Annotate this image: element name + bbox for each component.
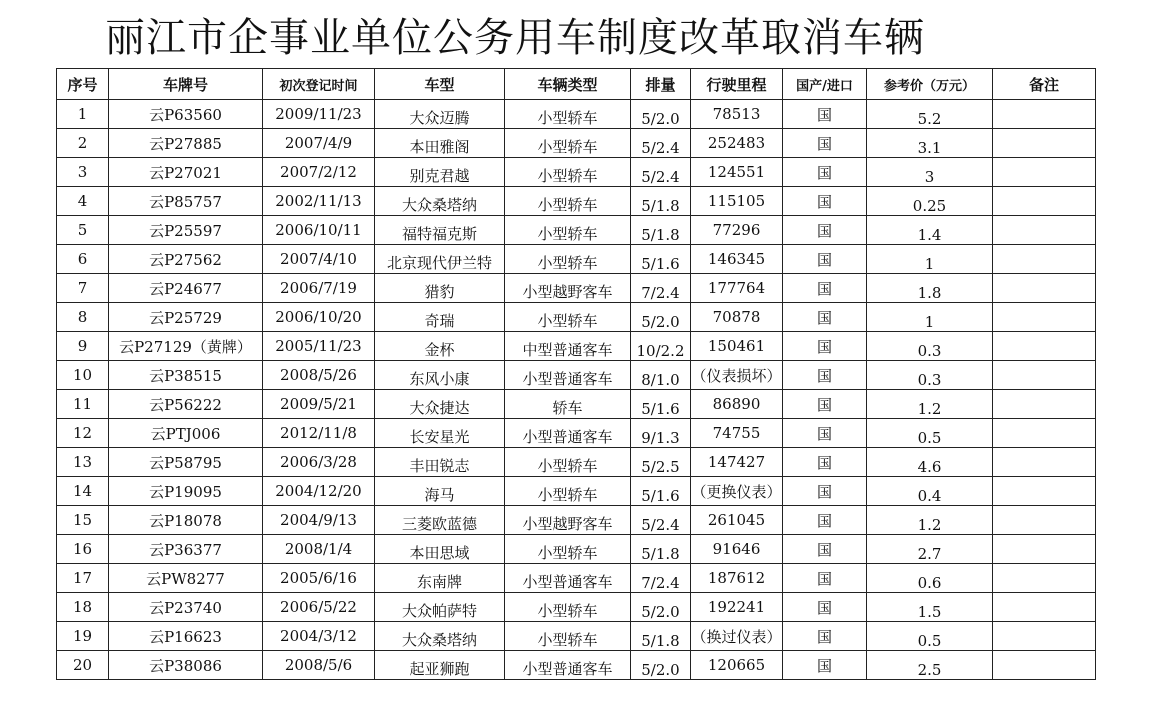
cell-mileage: 91646 <box>691 535 783 564</box>
cell-mileage: （换过仪表） <box>691 622 783 651</box>
cell-seq: 10 <box>57 361 109 390</box>
cell-mileage: 146345 <box>691 245 783 274</box>
cell-plate: 云P16623 <box>109 622 263 651</box>
cell-displacement: 9/1.3 <box>631 419 691 448</box>
table-row <box>57 129 1096 158</box>
cell-vehicle-type: 小型轿车 <box>505 245 631 274</box>
cell-displacement: 5/2.4 <box>631 158 691 187</box>
cell-plate: 云P19095 <box>109 477 263 506</box>
table-row <box>57 216 1096 245</box>
cell-mileage: 74755 <box>691 419 783 448</box>
cell-model: 长安星光 <box>375 419 505 448</box>
cell-plate: 云PTJ006 <box>109 419 263 448</box>
table-row <box>57 622 1096 651</box>
cell-mileage: 77296 <box>691 216 783 245</box>
table-row <box>57 245 1096 274</box>
cell-model: 大众桑塔纳 <box>375 622 505 651</box>
cell-origin: 国 <box>783 506 867 535</box>
cell-model: 三菱欧蓝德 <box>375 506 505 535</box>
header-ref-price: 参考价（万元） <box>867 69 993 100</box>
cell-plate: 云P25597 <box>109 216 263 245</box>
cell-ref-price: 3 <box>867 158 993 187</box>
cell-plate: 云P63560 <box>109 100 263 129</box>
cell-vehicle-type: 小型轿车 <box>505 477 631 506</box>
cell-plate: 云P38086 <box>109 651 263 680</box>
cell-origin: 国 <box>783 390 867 419</box>
cell-mileage: 187612 <box>691 564 783 593</box>
cell-remarks <box>993 593 1096 622</box>
table-row <box>57 564 1096 593</box>
header-remarks: 备注 <box>993 69 1096 100</box>
cell-mileage: 120665 <box>691 651 783 680</box>
cell-seq: 8 <box>57 303 109 332</box>
cell-model: 福特福克斯 <box>375 216 505 245</box>
cell-model: 东南牌 <box>375 564 505 593</box>
cell-remarks <box>993 100 1096 129</box>
cell-displacement: 5/2.4 <box>631 506 691 535</box>
cell-displacement: 5/1.8 <box>631 622 691 651</box>
table-row <box>57 651 1096 680</box>
cell-seq: 20 <box>57 651 109 680</box>
cell-seq: 19 <box>57 622 109 651</box>
cell-displacement: 5/1.8 <box>631 535 691 564</box>
cell-ref-price: 0.5 <box>867 419 993 448</box>
cell-plate: 云P27885 <box>109 129 263 158</box>
cell-seq: 6 <box>57 245 109 274</box>
cell-vehicle-type: 小型普通客车 <box>505 651 631 680</box>
cell-origin: 国 <box>783 419 867 448</box>
cell-mileage: 115105 <box>691 187 783 216</box>
cell-seq: 3 <box>57 158 109 187</box>
cell-seq: 12 <box>57 419 109 448</box>
table-row <box>57 477 1096 506</box>
cell-seq: 9 <box>57 332 109 361</box>
header-reg-date: 初次登记时间 <box>263 69 375 100</box>
cell-origin: 国 <box>783 593 867 622</box>
cell-displacement: 5/1.8 <box>631 216 691 245</box>
cell-model: 大众迈腾 <box>375 100 505 129</box>
cell-reg-date: 2006/10/11 <box>263 216 375 245</box>
cell-plate: 云P27129（黄牌） <box>109 332 263 361</box>
cell-plate: 云P85757 <box>109 187 263 216</box>
cell-origin: 国 <box>783 303 867 332</box>
cell-displacement: 5/2.0 <box>631 593 691 622</box>
header-model: 车型 <box>375 69 505 100</box>
cell-reg-date: 2012/11/8 <box>263 419 375 448</box>
cell-ref-price: 2.7 <box>867 535 993 564</box>
cell-model: 猎豹 <box>375 274 505 303</box>
cell-ref-price: 1.2 <box>867 506 993 535</box>
cell-seq: 1 <box>57 100 109 129</box>
cell-vehicle-type: 小型轿车 <box>505 622 631 651</box>
cell-remarks <box>993 651 1096 680</box>
cell-ref-price: 1.2 <box>867 390 993 419</box>
table-row <box>57 303 1096 332</box>
cell-vehicle-type: 小型普通客车 <box>505 361 631 390</box>
cell-vehicle-type: 小型轿车 <box>505 593 631 622</box>
cell-model: 本田思域 <box>375 535 505 564</box>
cell-displacement: 7/2.4 <box>631 274 691 303</box>
header-seq: 序号 <box>57 69 109 100</box>
cell-seq: 5 <box>57 216 109 245</box>
table-row <box>57 187 1096 216</box>
cell-origin: 国 <box>783 651 867 680</box>
cell-plate: 云P38515 <box>109 361 263 390</box>
cell-reg-date: 2004/12/20 <box>263 477 375 506</box>
cell-reg-date: 2006/5/22 <box>263 593 375 622</box>
cell-origin: 国 <box>783 564 867 593</box>
cell-origin: 国 <box>783 448 867 477</box>
cell-vehicle-type: 小型普通客车 <box>505 419 631 448</box>
cell-remarks <box>993 535 1096 564</box>
cell-reg-date: 2005/6/16 <box>263 564 375 593</box>
cell-remarks <box>993 361 1096 390</box>
cell-origin: 国 <box>783 361 867 390</box>
table-row <box>57 448 1096 477</box>
table-row <box>57 332 1096 361</box>
cell-model: 大众捷达 <box>375 390 505 419</box>
cell-remarks <box>993 419 1096 448</box>
cell-vehicle-type: 轿车 <box>505 390 631 419</box>
cell-reg-date: 2007/4/10 <box>263 245 375 274</box>
cell-mileage: 252483 <box>691 129 783 158</box>
document-title: 丽江市企事业单位公务用车制度改革取消车辆 <box>105 15 925 61</box>
cell-ref-price: 4.6 <box>867 448 993 477</box>
cell-ref-price: 1.4 <box>867 216 993 245</box>
cell-displacement: 5/1.8 <box>631 187 691 216</box>
cell-vehicle-type: 小型轿车 <box>505 216 631 245</box>
cell-reg-date: 2009/5/21 <box>263 390 375 419</box>
cell-remarks <box>993 303 1096 332</box>
cell-displacement: 7/2.4 <box>631 564 691 593</box>
cell-reg-date: 2006/10/20 <box>263 303 375 332</box>
cell-ref-price: 5.2 <box>867 100 993 129</box>
table-header-row <box>57 69 1096 100</box>
cell-origin: 国 <box>783 274 867 303</box>
cell-displacement: 5/1.6 <box>631 390 691 419</box>
cell-model: 别克君越 <box>375 158 505 187</box>
cell-seq: 7 <box>57 274 109 303</box>
table-row <box>57 361 1096 390</box>
cell-plate: 云P18078 <box>109 506 263 535</box>
cell-mileage: 124551 <box>691 158 783 187</box>
cell-origin: 国 <box>783 245 867 274</box>
cell-ref-price: 0.6 <box>867 564 993 593</box>
cell-displacement: 5/2.0 <box>631 100 691 129</box>
cell-ref-price: 0.4 <box>867 477 993 506</box>
cell-ref-price: 0.25 <box>867 187 993 216</box>
cell-displacement: 10/2.2 <box>631 332 691 361</box>
cell-mileage: 261045 <box>691 506 783 535</box>
cell-seq: 17 <box>57 564 109 593</box>
cell-mileage: 192241 <box>691 593 783 622</box>
cell-remarks <box>993 506 1096 535</box>
cell-vehicle-type: 小型轿车 <box>505 535 631 564</box>
header-vehicle-type: 车辆类型 <box>505 69 631 100</box>
table-row <box>57 100 1096 129</box>
table-row <box>57 158 1096 187</box>
cell-remarks <box>993 274 1096 303</box>
cell-seq: 14 <box>57 477 109 506</box>
cell-reg-date: 2008/5/6 <box>263 651 375 680</box>
cell-mileage: 86890 <box>691 390 783 419</box>
cell-remarks <box>993 477 1096 506</box>
cell-ref-price: 3.1 <box>867 129 993 158</box>
cell-displacement: 5/1.6 <box>631 245 691 274</box>
cell-vehicle-type: 小型越野客车 <box>505 506 631 535</box>
table-row <box>57 274 1096 303</box>
cell-displacement: 5/2.4 <box>631 129 691 158</box>
table-row <box>57 506 1096 535</box>
cell-origin: 国 <box>783 622 867 651</box>
cell-plate: 云PW8277 <box>109 564 263 593</box>
cell-plate: 云P56222 <box>109 390 263 419</box>
cell-ref-price: 0.3 <box>867 332 993 361</box>
table-row <box>57 593 1096 622</box>
cell-model: 本田雅阁 <box>375 129 505 158</box>
cell-seq: 2 <box>57 129 109 158</box>
cell-seq: 16 <box>57 535 109 564</box>
cell-reg-date: 2004/9/13 <box>263 506 375 535</box>
cell-vehicle-type: 小型越野客车 <box>505 274 631 303</box>
cell-origin: 国 <box>783 216 867 245</box>
cell-plate: 云P23740 <box>109 593 263 622</box>
cell-model: 海马 <box>375 477 505 506</box>
cell-reg-date: 2005/11/23 <box>263 332 375 361</box>
cell-reg-date: 2007/4/9 <box>263 129 375 158</box>
table-body <box>57 100 1096 680</box>
cell-remarks <box>993 187 1096 216</box>
header-plate: 车牌号 <box>109 69 263 100</box>
cell-model: 北京现代伊兰特 <box>375 245 505 274</box>
cell-remarks <box>993 622 1096 651</box>
cell-model: 大众帕萨特 <box>375 593 505 622</box>
header-origin: 国产/进口 <box>783 69 867 100</box>
cell-displacement: 5/2.0 <box>631 651 691 680</box>
cell-displacement: 8/1.0 <box>631 361 691 390</box>
cell-plate: 云P25729 <box>109 303 263 332</box>
cell-plate: 云P24677 <box>109 274 263 303</box>
cell-origin: 国 <box>783 129 867 158</box>
table-row <box>57 390 1096 419</box>
cell-reg-date: 2009/11/23 <box>263 100 375 129</box>
cell-vehicle-type: 小型轿车 <box>505 448 631 477</box>
cell-origin: 国 <box>783 332 867 361</box>
cell-model: 大众桑塔纳 <box>375 187 505 216</box>
cell-remarks <box>993 245 1096 274</box>
cell-ref-price: 1.5 <box>867 593 993 622</box>
cell-model: 东风小康 <box>375 361 505 390</box>
cell-plate: 云P58795 <box>109 448 263 477</box>
cell-reg-date: 2008/1/4 <box>263 535 375 564</box>
cell-ref-price: 0.3 <box>867 361 993 390</box>
cell-ref-price: 1 <box>867 245 993 274</box>
cell-ref-price: 1.8 <box>867 274 993 303</box>
cell-origin: 国 <box>783 100 867 129</box>
cell-mileage: 70878 <box>691 303 783 332</box>
cell-vehicle-type: 小型轿车 <box>505 303 631 332</box>
cell-reg-date: 2004/3/12 <box>263 622 375 651</box>
cell-vehicle-type: 中型普通客车 <box>505 332 631 361</box>
cell-vehicle-type: 小型轿车 <box>505 158 631 187</box>
cell-mileage: 78513 <box>691 100 783 129</box>
header-displacement: 排量 <box>631 69 691 100</box>
cell-mileage: （仪表损坏） <box>691 361 783 390</box>
cell-seq: 4 <box>57 187 109 216</box>
cell-displacement: 5/2.0 <box>631 303 691 332</box>
cell-vehicle-type: 小型普通客车 <box>505 564 631 593</box>
cell-remarks <box>993 448 1096 477</box>
cell-model: 奇瑞 <box>375 303 505 332</box>
table-row <box>57 535 1096 564</box>
cell-remarks <box>993 564 1096 593</box>
cell-origin: 国 <box>783 158 867 187</box>
cell-reg-date: 2006/7/19 <box>263 274 375 303</box>
cell-vehicle-type: 小型轿车 <box>505 100 631 129</box>
cell-vehicle-type: 小型轿车 <box>505 129 631 158</box>
cell-seq: 15 <box>57 506 109 535</box>
cell-plate: 云P27562 <box>109 245 263 274</box>
cell-seq: 18 <box>57 593 109 622</box>
cell-vehicle-type: 小型轿车 <box>505 187 631 216</box>
cell-origin: 国 <box>783 187 867 216</box>
cell-remarks <box>993 158 1096 187</box>
cell-reg-date: 2002/11/13 <box>263 187 375 216</box>
cell-ref-price: 1 <box>867 303 993 332</box>
cell-model: 丰田锐志 <box>375 448 505 477</box>
cell-model: 金杯 <box>375 332 505 361</box>
cell-displacement: 5/1.6 <box>631 477 691 506</box>
table-row <box>57 419 1096 448</box>
cell-seq: 13 <box>57 448 109 477</box>
cell-model: 起亚狮跑 <box>375 651 505 680</box>
cell-reg-date: 2007/2/12 <box>263 158 375 187</box>
cell-plate: 云P27021 <box>109 158 263 187</box>
vehicle-table <box>56 68 1096 680</box>
cell-remarks <box>993 129 1096 158</box>
cell-origin: 国 <box>783 535 867 564</box>
cell-reg-date: 2006/3/28 <box>263 448 375 477</box>
cell-ref-price: 0.5 <box>867 622 993 651</box>
header-mileage: 行驶里程 <box>691 69 783 100</box>
cell-remarks <box>993 216 1096 245</box>
cell-displacement: 5/2.5 <box>631 448 691 477</box>
cell-remarks <box>993 390 1096 419</box>
cell-ref-price: 2.5 <box>867 651 993 680</box>
cell-plate: 云P36377 <box>109 535 263 564</box>
cell-mileage: （更换仪表） <box>691 477 783 506</box>
cell-origin: 国 <box>783 477 867 506</box>
cell-mileage: 147427 <box>691 448 783 477</box>
cell-mileage: 150461 <box>691 332 783 361</box>
cell-seq: 11 <box>57 390 109 419</box>
cell-reg-date: 2008/5/26 <box>263 361 375 390</box>
cell-remarks <box>993 332 1096 361</box>
cell-mileage: 177764 <box>691 274 783 303</box>
